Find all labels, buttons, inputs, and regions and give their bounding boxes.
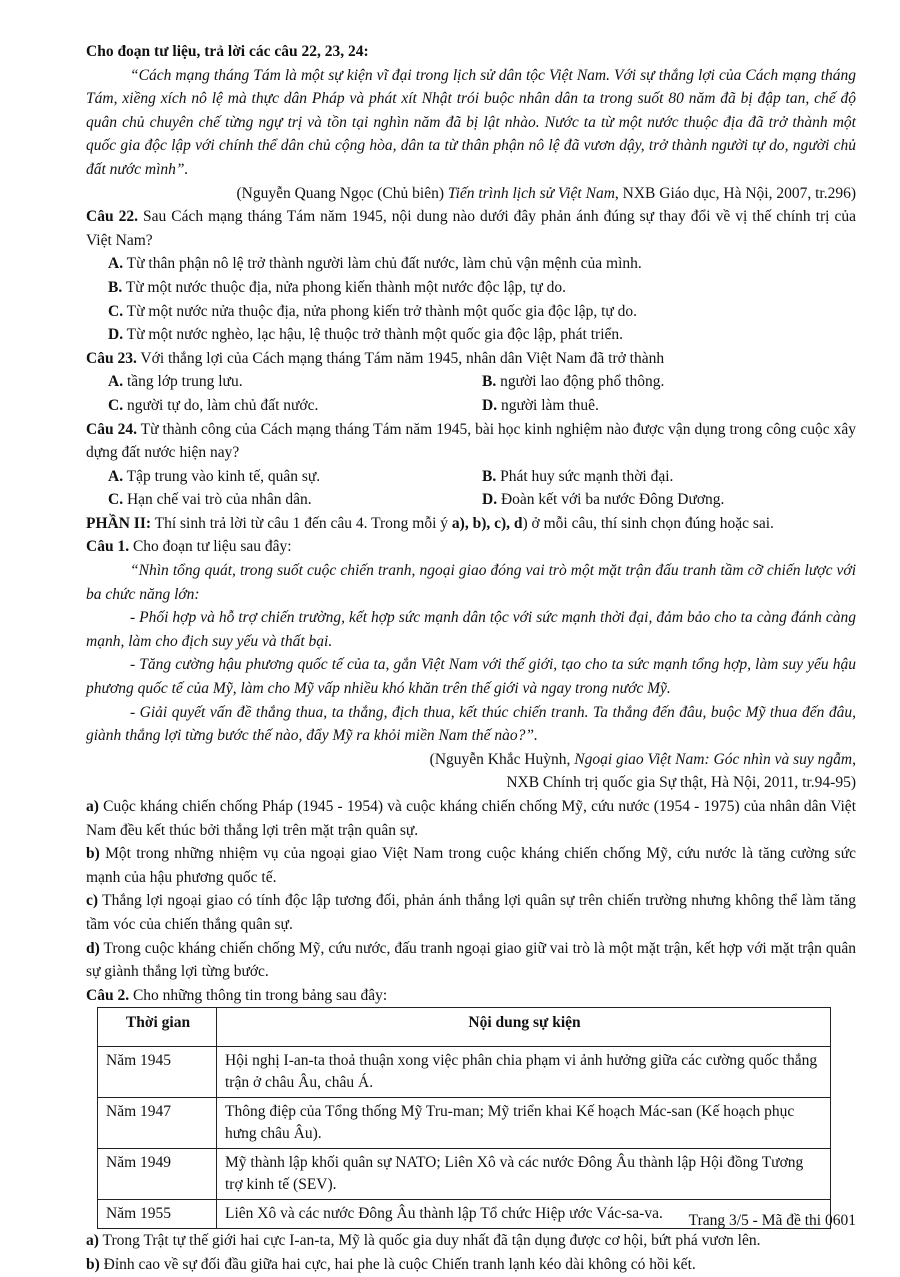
- table-row: [98, 1149, 831, 1200]
- header-time: Thời gian: [98, 1008, 217, 1047]
- part-abcd: a), b), c), d: [451, 514, 523, 532]
- question-2: [86, 984, 856, 1008]
- quote-paragraph: - Giải quyết vấn đề thắng thua, ta thắng, địch thua, kết thúc chiến tranh. Ta thắng đến đâu, buộc Mỹ thua đến đâu, giành thắng lợi từng bước thế nào, đẩy Mỹ ra khỏi miền Nam thế nào?”.: [86, 703, 856, 745]
- intro-quote: “Cách mạng tháng Tám là một sự kiện vĩ đại trong lịch sử dân tộc Việt Nam. Với sự thắng lợi của Cách mạng tháng Tám, xiềng xích nô lệ mà thực dân Pháp và phát xít Nhật trói buộc nhân dân ta trong suốt 80 năm đã bị đập tan, chế độ quân chủ chuyên chế từng ngự trị và tồn tại nghìn năm đã bị lật nhào. Nước ta từ một nước thuộc địa đã trở thành một quốc gia độc lập với chính thể dân chủ cộng hòa, dân ta từ thân phận nô lệ đã vươn dậy, trở thành người tự do, người chủ đất nước mình”.: [86, 66, 856, 178]
- exam-page: [86, 40, 856, 1277]
- option-key: B.: [482, 467, 497, 485]
- question-label: Câu 22.: [86, 208, 138, 226]
- option-row: [86, 370, 856, 394]
- option-b[interactable]: [482, 465, 856, 489]
- option-c[interactable]: [86, 300, 856, 324]
- statement-key: c): [86, 892, 99, 910]
- option-text: Hạn chế vai trò của nhân dân.: [123, 491, 312, 509]
- part-text: ) ở mỗi câu, thí sinh chọn đúng hoặc sai.: [522, 514, 774, 532]
- option-key: A.: [108, 373, 124, 391]
- cell-time: Năm 1947: [98, 1098, 217, 1149]
- question-1: [86, 535, 856, 559]
- cell-content: Hội nghị I-an-ta thoả thuận xong việc phân chia phạm vi ảnh hưởng giữa các cường quốc thắng trận ở châu Âu, châu Á.: [217, 1047, 831, 1098]
- cell-content: Liên Xô và các nước Đông Âu thành lập Tổ chức Hiệp ước Vác-sa-va.: [217, 1200, 831, 1229]
- statement-key: d): [86, 939, 100, 957]
- part-2-heading: [86, 512, 856, 536]
- option-text: Đoàn kết với ba nước Đông Dương.: [497, 491, 725, 509]
- option-text: Từ một nước thuộc địa, nửa phong kiến thành một nước độc lập, tự do.: [122, 278, 567, 296]
- option-d[interactable]: [482, 394, 856, 418]
- option-c[interactable]: [108, 394, 482, 418]
- option-text: người lao động phổ thông.: [496, 373, 665, 391]
- question-text: Cho những thông tin trong bảng sau đây:: [129, 986, 388, 1004]
- option-text: Từ một nước nửa thuộc địa, nửa phong kiến trở thành một quốc gia độc lập, tự do.: [123, 302, 638, 320]
- option-key: B.: [108, 278, 123, 296]
- question-label: Câu 1.: [86, 538, 130, 556]
- source-author: (Nguyễn Quang Ngọc (Chủ biên): [236, 184, 448, 202]
- source-title: Ngoại giao Việt Nam: Góc nhìn và suy ngẫm: [574, 750, 853, 768]
- table-header-row: [98, 1008, 831, 1047]
- option-key: D.: [482, 491, 498, 509]
- cell-time: Năm 1955: [98, 1200, 217, 1229]
- question-text: Cho đoạn tư liệu sau đây:: [129, 538, 292, 556]
- option-c[interactable]: [108, 488, 482, 512]
- statement-key: a): [86, 798, 99, 815]
- option-a[interactable]: [108, 370, 482, 394]
- statement-key: b): [86, 845, 100, 863]
- question-23: [86, 347, 856, 371]
- option-key: C.: [108, 302, 124, 320]
- question-22: [86, 205, 856, 252]
- option-text: người tự do, làm chủ đất nước.: [123, 396, 319, 414]
- option-key: C.: [108, 491, 124, 509]
- table-row: [98, 1098, 831, 1149]
- quote-source: [86, 748, 856, 772]
- source-sep: ,: [852, 750, 856, 768]
- option-key: A.: [108, 255, 124, 273]
- option-row: [86, 488, 856, 512]
- question-label: Câu 24.: [86, 420, 137, 438]
- part-text: Thí sinh trả lời từ câu 1 đến câu 4. Trong mỗi ý: [151, 514, 452, 532]
- quote-paragraph: “Nhìn tổng quát, trong suốt cuộc chiến tranh, ngoại giao đóng vai trò một mặt trận đấu tranh tầm cỡ chiến lược với ba chức năng lớn:: [86, 562, 856, 603]
- option-text: Từ một nước nghèo, lạc hậu, lệ thuộc trở thành một quốc gia độc lập, phát triển.: [123, 326, 624, 344]
- source-author: (Nguyễn Khắc Huỳnh,: [429, 750, 575, 768]
- option-b[interactable]: [86, 276, 856, 300]
- statement-key: b): [86, 1255, 100, 1273]
- option-key: D.: [108, 326, 124, 344]
- table-row: [98, 1047, 831, 1098]
- question-24: [86, 418, 856, 465]
- statement-c[interactable]: [86, 889, 856, 936]
- option-text: Phát huy sức mạnh thời đại.: [496, 467, 674, 485]
- question-text: Từ thành công của Cách mạng tháng Tám năm 1945, bài học kinh nghiệm nào được vận dụng trong công cuộc xây dựng đất nước hiện nay?: [86, 420, 856, 462]
- statement-text: Cuộc kháng chiến chống Pháp (1945 - 1954) và cuộc kháng chiến chống Mỹ, cứu nước (1954 - 1975) của nhân dân Việt Nam đều kết thúc bởi thắng lợi trên mặt trận quân sự.: [86, 798, 856, 839]
- cell-time: Năm 1949: [98, 1149, 217, 1200]
- option-text: tầng lớp trung lưu.: [123, 373, 243, 391]
- source-publisher: , NXB Giáo dục, Hà Nội, 2007, tr.296): [614, 184, 856, 202]
- quote-paragraph: - Tăng cường hậu phương quốc tế của ta, gắn Việt Nam với thế giới, tạo cho ta sức mạnh tổng hợp, làm suy yếu hậu phương quốc tế của Mỹ, làm cho Mỹ vấp nhiều khó khăn trên thế giới và ngay trong nước Mỹ.: [86, 656, 856, 698]
- option-key: B.: [482, 373, 497, 391]
- header-content: Nội dung sự kiện: [217, 1008, 831, 1047]
- statement-b[interactable]: [86, 842, 856, 889]
- option-key: A.: [108, 467, 124, 485]
- page-footer: Trang 3/5 - Mã đề thi 0601: [688, 1212, 856, 1229]
- statement-key: a): [86, 1232, 99, 1250]
- option-row: [86, 465, 856, 489]
- source-title: Tiến trình lịch sử Việt Nam: [447, 184, 615, 202]
- option-a[interactable]: [86, 252, 856, 276]
- option-text: Tập trung vào kinh tế, quân sự.: [123, 467, 321, 485]
- question-text: Với thắng lợi của Cách mạng tháng Tám năm 1945, nhân dân Việt Nam đã trở thành: [136, 349, 665, 367]
- cell-content: Thông điệp của Tổng thống Mỹ Tru-man; Mỹ triển khai Kế hoạch Mác-san (Kế hoạch phục hưng châu Âu).: [217, 1098, 831, 1149]
- part-label: PHẦN II:: [86, 514, 152, 532]
- question-label: Câu 23.: [86, 349, 137, 367]
- statement-text: Một trong những nhiệm vụ của ngoại giao Việt Nam trong cuộc kháng chiến chống Mỹ, cứu nước là tăng cường sức mạnh của hậu phương quốc tế.: [86, 845, 856, 886]
- statement-d[interactable]: [86, 937, 856, 984]
- events-table: [97, 1007, 831, 1229]
- option-d[interactable]: [482, 488, 856, 512]
- cell-content: Mỹ thành lập khối quân sự NATO; Liên Xô và các nước Đông Âu thành lập Hội đồng Tương trợ kinh tế (SEV).: [217, 1149, 831, 1200]
- option-text: Từ thân phận nô lệ trở thành người làm chủ đất nước, làm chủ vận mệnh của mình.: [123, 255, 642, 273]
- statement-text: Trong cuộc kháng chiến chống Mỹ, cứu nước, đấu tranh ngoại giao giữ vai trò là một mặt trận, kết hợp với mặt trận quân sự giành thắng lợi từng bước.: [86, 939, 856, 981]
- intro-heading: Cho đoạn tư liệu, trả lời các câu 22, 23, 24:: [86, 43, 369, 60]
- quote-source-line-2: NXB Chính trị quốc gia Sự thật, Hà Nội, 2011, tr.94-95): [506, 774, 856, 792]
- question-text: Sau Cách mạng tháng Tám năm 1945, nội dung nào dưới đây phản ánh đúng sự thay đổi về vị thế chính trị của Việt Nam?: [86, 208, 856, 249]
- option-d[interactable]: [86, 323, 856, 347]
- statement-a[interactable]: [86, 1229, 856, 1253]
- option-a[interactable]: [108, 465, 482, 489]
- question-label: Câu 2.: [86, 986, 130, 1004]
- option-b[interactable]: [482, 370, 856, 394]
- statement-a[interactable]: [86, 795, 856, 842]
- option-row: [86, 394, 856, 418]
- option-key: C.: [108, 396, 124, 414]
- statement-text: Trong Trật tự thế giới hai cực I-an-ta, Mỹ là quốc gia duy nhất đã tận dụng được cơ hội, bứt phá vươn lên.: [98, 1232, 761, 1250]
- intro-source: [86, 182, 856, 206]
- quote-paragraph: - Phối hợp và hỗ trợ chiến trường, kết hợp sức mạnh dân tộc với sức mạnh thời đại, đảm bảo cho ta càng đánh càng mạnh, làm cho địch suy yếu và thất bại.: [86, 609, 856, 650]
- cell-time: Năm 1945: [98, 1047, 217, 1098]
- option-key: D.: [482, 396, 498, 414]
- option-text: người làm thuê.: [497, 396, 599, 414]
- statement-text: Đỉnh cao về sự đối đầu giữa hai cực, hai phe là cuộc Chiến tranh lạnh kéo dài không có hồi kết.: [99, 1255, 696, 1273]
- statement-text: Thắng lợi ngoại giao có tính độc lập tương đối, phản ánh thắng lợi quân sự trên chiến trường nhưng không thể làm tăng tầm vóc của chiến thắng quân sự.: [86, 892, 856, 933]
